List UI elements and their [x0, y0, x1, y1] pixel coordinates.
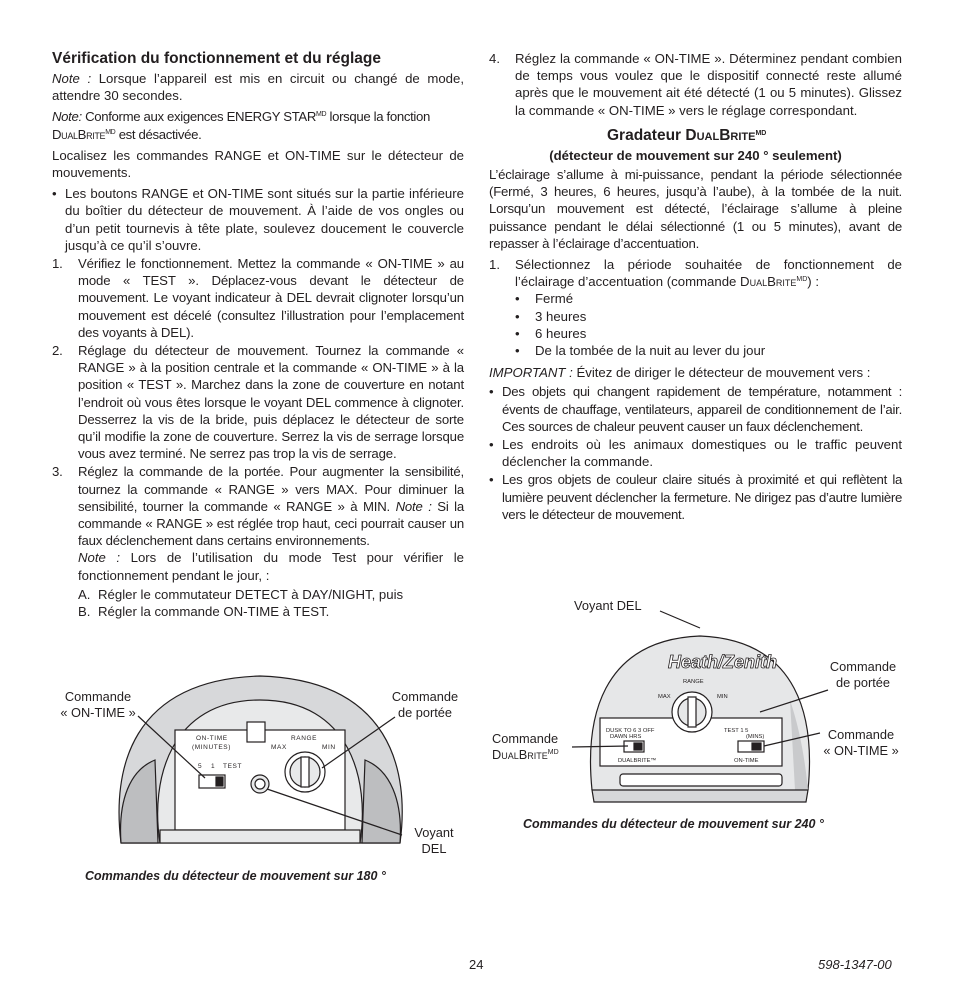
warning-item: • Les endroits où les animaux domestiques ou le traffic peuvent déclencher la commande. [489, 436, 902, 470]
callout-led-180: Voyant DEL [414, 825, 454, 856]
step-2: 2. Réglage du détecteur de mouvement. Tournez la commande « RANGE » à la position centrale et la commande « ON-TIME » à la position « TEST ». Marchez dans la zone de couverture en notant l’endroit où vous êtes lorsque le voyant DEL commence à clignoter. Desserrez la vis de la bride, puis déplacez le détecteur de sorte qu’il modifie la zone de couverture. Serrez la vis de serrage lorsque vous avez terminé. Ne serrez pas trop la vis de serrage. [52, 343, 464, 462]
panel-test-label: TEST [223, 763, 243, 770]
caption-240: Commandes du détecteur de mouvement sur 240 ° [523, 817, 824, 831]
caption-180: Commandes du détecteur de mouvement sur 180 ° [85, 869, 386, 883]
callout-ontime-180: Commande « ON-TIME » [60, 689, 136, 720]
step-3-sub-b: B. Régler la commande ON-TIME à TEST. [78, 604, 330, 620]
page-number: 24 [469, 957, 484, 972]
panel-1-label: 1 [211, 763, 216, 770]
warning-item: • Des objets qui changent rapidement de température, notamment : évents de chauffage, ventilateurs, appareil de conditionnement de l’air. Ces sources de chaleur peuvent causer un faux déclenchement. [489, 383, 902, 435]
warning-item: • Les gros objets de couleur claire situés à proximité et qui reflètent la lumière peuvent déclencher la fermeture. Ne dirigez pas d’autre lumière vers le détecteur de mouvement. [489, 471, 902, 523]
step-1: 1. Vérifiez le fonctionnement. Mettez la commande « ON-TIME » au mode « TEST ». Déplacez-vous devant le détecteur de mouvement. Le voyant indicateur à DEL devrait clignoter lorsqu’un mouvement est décelé (consultez l’illustration pour l’emplacement des voyants à DEL). [52, 256, 464, 340]
intro-paragraph: Localisez les commandes RANGE et ON-TIME sur le détecteur de mouvements. [52, 147, 464, 181]
section-heading: Vérification du fonctionnement et du réglage [52, 50, 381, 67]
panel-test-label: TEST 1 5 [724, 728, 749, 734]
callout-ontime-240: Commande « ON-TIME » [823, 727, 899, 758]
note-startup: Note : Lorsque l’appareil est mis en circuit ou changé de mode, attendre 30 secondes. [52, 71, 464, 104]
panel-5-label: 5 [198, 763, 203, 770]
option-item: • 6 heures [489, 325, 902, 342]
dualbrite-heading: Gradateur DualBrite$^{MD}$ [607, 126, 767, 144]
callout-range-240: Commande de portée [829, 659, 897, 690]
dualbrite-paragraph: L’éclairage s’allume à mi-puissance, pendant la période sélectionnée (Fermé, 3 heures, 6 heures, jusqu’à l’aube), à la tombée de la nuit. Lorsqu’un mouvement est détecté, l’éclairage s’allume à pleine puissance pendant le délai sélectionné (1 ou 5 minutes), avant de repasser à l’éclairage d’accentuation. [489, 167, 902, 251]
step-4: 4. Réglez la commande « ON-TIME ». Déterminez pendant combien de temps vous voulez que le dispositif connecté reste allumé après que le mouvement ait été détecté (1 ou 5 minutes). Glissez la commande « ON-TIME » vers le réglage correspondant. [489, 51, 902, 118]
panel-dualbrite-label: DUALBRITE™ [618, 758, 657, 764]
important-note: IMPORTANT : Évitez de diriger le détecteur de mouvement vers : [489, 365, 871, 381]
callout-dualbrite-240: Commande DualBrite$^{MD}$ [492, 731, 559, 762]
panel-max-label: MAX [658, 694, 671, 700]
panel-ontime-label: ON-TIME [734, 758, 759, 764]
panel-min-label: MIN [322, 744, 336, 751]
panel-range-label: RANGE [683, 679, 704, 685]
panel-ontime-label: ON-TIME [196, 735, 228, 742]
document-code: 598-1347-00 [818, 957, 892, 972]
panel-min-label: MIN [717, 694, 728, 700]
step-3-sub-a: A. Régler le commutateur DETECT à DAY/NIGHT, puis [78, 586, 404, 602]
panel-mins-label: (MINS) [746, 734, 765, 740]
panel-range-label: RANGE [291, 735, 318, 742]
panel-max-label: MAX [271, 744, 287, 751]
heath-zenith-logo: Heath/Zenith [668, 652, 778, 672]
dualbrite-step-1: 1. Sélectionnez la période souhaitée de fonctionnement de l’éclairage d’accentuation (commande DualBrite$^{MD}$) : [489, 257, 902, 290]
step-3-note: Note : Lors de l’utilisation du mode Test pour vérifier le fonctionnement pendant le jour, : [78, 550, 465, 583]
callout-led-240: Voyant DEL [574, 598, 642, 613]
panel-minutes-label: (MINUTES) [192, 744, 231, 751]
dualbrite-subheading: (détecteur de mouvement sur 240 ° seulement) [549, 147, 842, 163]
option-item: • 3 heures [489, 308, 902, 325]
panel-dusk-label: DUSK TO 6 3 OFF [606, 728, 655, 734]
bullet-cover: • Les boutons RANGE et ON-TIME sont situés sur la partie inférieure du boîtier du détecteur de mouvement. À l’aide de vos ongles ou d’un petit tournevis à tête plate, soulevez doucement le couvercle jusqu’à ce qu’il s’ouvre. [52, 185, 464, 254]
panel-dawn-label: DAWN HRS [610, 734, 642, 740]
note-energy-star: Note: Conforme aux exigences ENERGY $STAR^{MD}$ lorsque la fonction DualBrite$^{MD}$ est désactivée. [52, 109, 430, 142]
step-3: 3. Réglez la commande de la portée. Pour augmenter la sensibilité, tournez la commande « RANGE » vers MAX. Pour diminuer la sensibilité, tourner la commande « RANGE » à MIN. Note : Si la commande « RANGE » est réglée trop haut, ceci pourrait causer un faux déclenchement dans certains environnements. [52, 464, 464, 549]
option-item: • Fermé [489, 290, 902, 307]
callout-range-180: Commande de portée [391, 689, 459, 720]
option-item: • De la tombée de la nuit au lever du jour [489, 342, 902, 359]
